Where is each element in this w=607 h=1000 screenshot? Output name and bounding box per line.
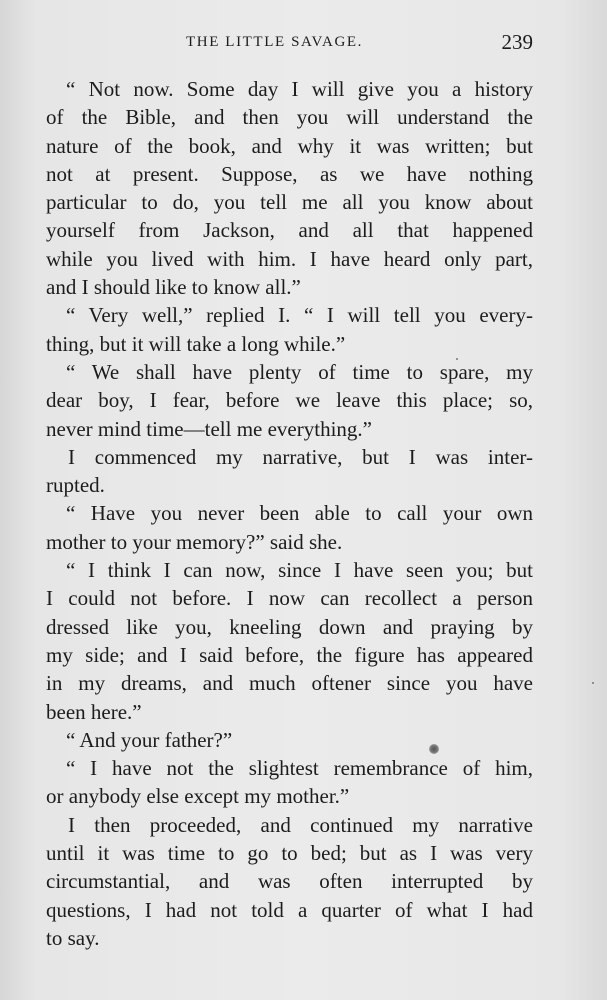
text-line: dear boy, I fear, before we leave this place; so, xyxy=(46,388,533,413)
text-line: I commenced my narrative, but I was inter- xyxy=(68,444,533,469)
running-head: THE LITTLE SAVAGE. xyxy=(186,34,363,50)
text-line: thing, but it will take a long while.” xyxy=(46,331,346,356)
text-line: nature of the book, and why it was written; but xyxy=(46,133,533,158)
speck xyxy=(456,358,458,360)
text-line: until it was time to go to bed; but as I was very xyxy=(46,841,533,866)
text-line: “ And your father?” xyxy=(66,727,233,752)
speck xyxy=(592,682,594,684)
text-line: not at present. Suppose, as we have nothing xyxy=(46,161,533,186)
text-line: questions, I had not told a quarter of what I had xyxy=(46,897,533,922)
text-line: to say. xyxy=(46,925,100,950)
text-line: “ Very well,” replied I. “ I will tell you every- xyxy=(66,303,533,328)
text-line: of the Bible, and then you will understand the xyxy=(46,105,533,130)
text-line: and I should like to know all.” xyxy=(46,275,301,300)
text-line: never mind time—tell me everything.” xyxy=(46,416,372,441)
text-line: yourself from Jackson, and all that happened xyxy=(46,218,533,243)
text-line: in my dreams, and much oftener since you have xyxy=(46,671,533,696)
text-line: while you lived with him. I have heard only part, xyxy=(46,246,533,271)
ink-smudge xyxy=(429,744,439,754)
text-line: “ Have you never been able to call your own xyxy=(66,501,533,526)
page-number: 239 xyxy=(501,30,533,54)
text-line: circumstantial, and was often interrupted by xyxy=(46,869,533,894)
page-header xyxy=(46,30,533,58)
text-line: “ I have not the slightest remembrance of him, xyxy=(66,756,533,781)
body-text xyxy=(46,75,533,952)
text-line: mother to your memory?” said she. xyxy=(46,529,343,554)
text-line: or anybody else except my mother.” xyxy=(46,784,350,809)
text-line: dressed like you, kneeling down and praying by xyxy=(46,614,533,639)
text-line: “ Not now. Some day I will give you a history xyxy=(66,77,533,101)
text-line: particular to do, you tell me all you know about xyxy=(46,190,533,215)
text-line: been here.” xyxy=(46,699,142,724)
text-line: I then proceeded, and continued my narrative xyxy=(68,812,533,837)
text-line: “ We shall have plenty of time to spare, my xyxy=(66,359,533,384)
text-line: I could not before. I now can recollect a person xyxy=(46,586,533,611)
text-line: rupted. xyxy=(46,473,105,498)
text-line: “ I think I can now, since I have seen you; but xyxy=(66,558,533,583)
text-line: my side; and I said before, the figure has appeared xyxy=(46,642,533,667)
